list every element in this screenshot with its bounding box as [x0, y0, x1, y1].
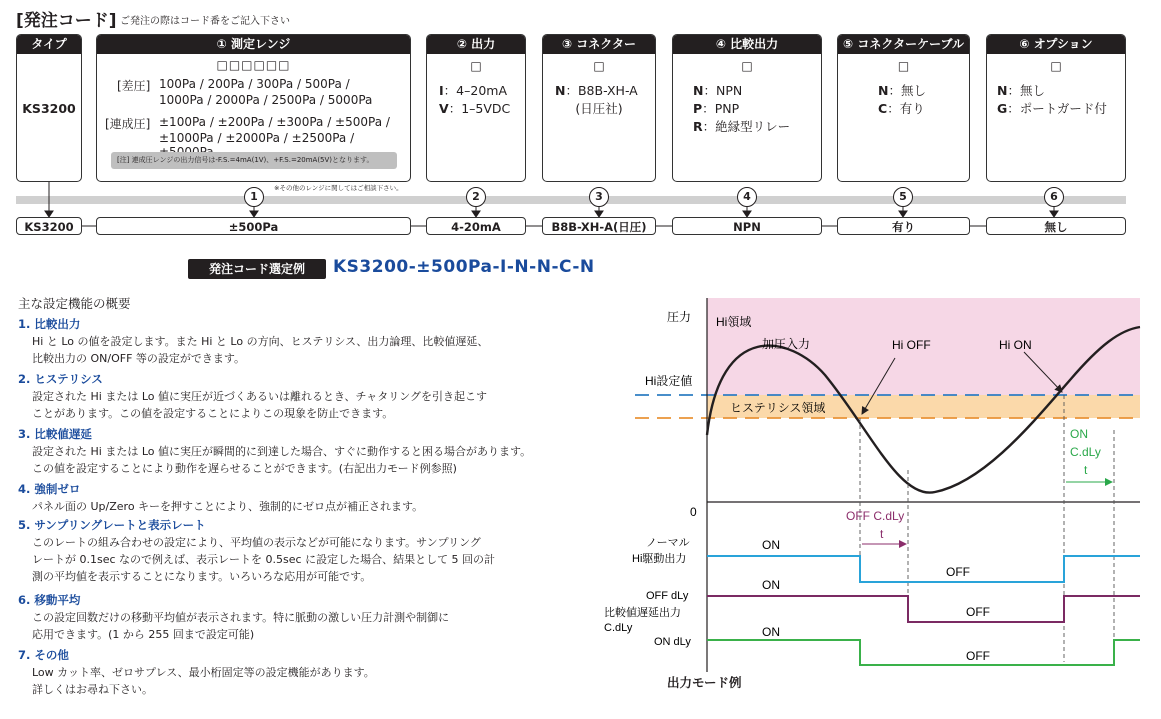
- off-dly-label: OFF dLy: [646, 590, 689, 602]
- option-n-row: N：無し: [997, 83, 1045, 98]
- on-dly-on-label: ON: [762, 625, 780, 639]
- feature-title: 4. 強制ゼロ: [18, 482, 81, 496]
- cable-c-row: C：有り: [878, 101, 925, 116]
- feature-title: 6. 移動平均: [18, 593, 81, 607]
- feature-title: 5. サンプリングレートと表示レート: [18, 518, 206, 532]
- output-code-box: □: [470, 59, 482, 73]
- option-n-key: N: [997, 83, 1008, 98]
- option-n-value: 無し: [1019, 83, 1045, 98]
- cable-c-key: C: [878, 101, 888, 116]
- result-cable: 有り: [837, 217, 970, 235]
- output-i-key: I: [439, 83, 444, 98]
- compare-n-row: N：NPN: [693, 83, 743, 98]
- compare-n-value: NPN: [715, 83, 743, 98]
- connector-code-box: □: [593, 59, 605, 73]
- connector-n-value: B8B-XH-A: [577, 83, 638, 98]
- pressure-input-label: 加圧入力: [762, 337, 811, 351]
- option-g-key: G: [997, 101, 1008, 116]
- marker-1: 1: [244, 187, 264, 207]
- connector-maker: (日圧社): [575, 101, 623, 116]
- cable-c-value: 有り: [899, 101, 925, 116]
- type-head: タイプ: [17, 35, 81, 54]
- feature-text: Hi と Lo の値を設定します。また Hi と Lo の方向、ヒステリシス、出力論理、比較値遅延、 比較出力の ON/OFF 等の設定ができます。: [32, 335, 489, 365]
- option-code-box: □: [1050, 59, 1062, 73]
- marker-6: 6: [1044, 187, 1064, 207]
- on-delay-signal: [707, 640, 1140, 665]
- result-type: KS3200: [16, 217, 82, 235]
- compare-r-value: 絶縁型リレー: [715, 119, 791, 134]
- compare-n-key: N: [693, 83, 704, 98]
- cable-n-key: N: [878, 83, 889, 98]
- comp-label: [連成圧]: [105, 117, 151, 131]
- feature-title: 1. 比較出力: [18, 317, 81, 331]
- on-dly-label: ON dLy: [654, 636, 691, 648]
- output-i-value: 4–20mA: [456, 83, 508, 98]
- order-code-title: [発注コード]: [16, 11, 117, 31]
- range-code-boxes: □□□□□□: [216, 58, 291, 72]
- feature-title: 3. 比較値遅延: [18, 427, 92, 441]
- marker-5: 5: [893, 187, 913, 207]
- feature-text: このレートの組み合わせの設定により、平均値の表示などが可能になります。サンプリング レートが 0.1sec なので例えば、表示レートを 0.5sec に設定した場合、結果として 5 回の計 測の平均値を表示することになります。いろいろな応用が可能です。: [32, 536, 496, 583]
- on-cdly-annotation: C.dLy: [1070, 445, 1101, 459]
- feature-text: 設定された Hi または Lo 値に実圧が近づくあるいは離れるとき、チャタリングを引き起こす ことがあります。この値を設定することによりこの現象を防止できます。: [32, 390, 487, 420]
- comp-line2: ±1000Pa / ±2000Pa / ±2500Pa /: [159, 131, 355, 145]
- feature-text: パネル面の Up/Zero キーを押すことにより、強制的にゼロ点が補正されます。: [32, 500, 424, 513]
- hysteresis-label: ヒステリシス領域: [730, 401, 826, 415]
- marker-3: 3: [589, 187, 609, 207]
- compare-p-value: PNP: [714, 101, 740, 116]
- feature-title: 7. その他: [18, 648, 69, 662]
- output-v-key: V: [439, 101, 449, 116]
- range-note: [注] 連成圧レンジの出力信号は-F.S.=4mA(1V)、+F.S.=20mA(5V)となります。: [111, 152, 397, 169]
- hi-setting-label: Hi設定値: [645, 374, 693, 388]
- diff-line2: 1000Pa / 2000Pa / 2500Pa / 5000Pa: [159, 93, 373, 107]
- feature-text: この設定回数だけの移動平均値が表示されます。特に脈動の激しい圧力計測や制御に 応用できます。(1 から 255 回まで設定可能): [32, 611, 450, 641]
- example-code: KS3200-±500Pa-I-N-N-C-N: [333, 257, 595, 277]
- feature-title: 2. ヒステリシス: [18, 372, 103, 386]
- hi-on-label: Hi ON: [999, 338, 1032, 352]
- range-head: ① 測定レンジ: [97, 35, 410, 54]
- compare-p-key: P: [693, 101, 703, 116]
- cable-n-row: N：無し: [878, 83, 926, 98]
- off-dly-on-label: ON: [762, 578, 780, 592]
- off-cdly-annotation: OFF C.dLy: [846, 509, 905, 523]
- marker-4: 4: [737, 187, 757, 207]
- range-subnote: ※その他のレンジに関してはご相談下さい。: [274, 184, 403, 192]
- delay-output-subtitle: C.dLy: [604, 622, 633, 634]
- example-label: 発注コード選定例: [188, 259, 326, 279]
- feature-text: Low カット率、ゼロサプレス、最小桁固定等の設定機能があります。 詳しくはお尋ね下さい。: [32, 666, 375, 696]
- off-t-annotation: t: [880, 527, 884, 541]
- off-delay-signal: [707, 596, 1140, 622]
- on-dly-off-label: OFF: [966, 649, 990, 663]
- on-t-annotation: t: [1084, 463, 1088, 477]
- type-value: KS3200: [22, 101, 76, 116]
- hi-zone-label: Hi領域: [716, 315, 752, 329]
- connector-n-row: N：B8B-XH-A: [555, 83, 638, 98]
- compare-r-row: R：絶縁型リレー: [693, 119, 791, 134]
- compare-code-box: □: [741, 59, 753, 73]
- output-v-row: V：1–5VDC: [439, 101, 511, 116]
- y-axis-label: 圧力: [667, 310, 692, 324]
- normal-title: ノーマル: [646, 537, 690, 549]
- cable-n-value: 無し: [900, 83, 926, 98]
- zero-label: 0: [690, 505, 697, 519]
- off-dly-off-label: OFF: [966, 605, 990, 619]
- normal-off-label: OFF: [946, 565, 970, 579]
- output-v-value: 1–5VDC: [461, 101, 511, 116]
- option-g-value: ポートガード付: [1019, 101, 1107, 116]
- compare-r-key: R: [693, 119, 703, 134]
- marker-2: 2: [466, 187, 486, 207]
- comp-line1: ±100Pa / ±200Pa / ±300Pa / ±500Pa /: [159, 115, 390, 129]
- option-g-row: G：ポートガード付: [997, 101, 1107, 116]
- diagram-caption: 出力モード例: [667, 675, 742, 690]
- normal-subtitle: Hi駆動出力: [632, 553, 687, 565]
- output-i-row: I：4–20mA: [439, 83, 508, 98]
- features-title: 主な設定機能の概要: [18, 296, 131, 311]
- result-connector: B8B-XH-A(日圧): [542, 217, 656, 235]
- diff-line1: 100Pa / 200Pa / 300Pa / 500Pa /: [159, 77, 350, 91]
- hi-off-label: Hi OFF: [892, 338, 931, 352]
- diff-label: [差圧]: [117, 79, 151, 93]
- result-option: 無し: [986, 217, 1126, 235]
- order-code-subtitle: ご発注の際はコード番をご記入下さい: [120, 16, 290, 27]
- connector-head: ③ コネクター: [543, 35, 655, 54]
- result-range: ±500Pa: [96, 217, 411, 235]
- normal-on-label: ON: [762, 538, 780, 552]
- compare-p-row: P：PNP: [693, 101, 740, 116]
- on-annotation: ON: [1070, 427, 1088, 441]
- output-head: ② 出力: [427, 35, 525, 54]
- result-compare: NPN: [672, 217, 822, 235]
- compare-head: ④ 比較出力: [673, 35, 821, 54]
- option-head: ⑥ オプション: [987, 35, 1125, 54]
- cable-code-box: □: [897, 59, 910, 73]
- delay-output-title: 比較値遅延出力: [604, 607, 681, 619]
- feature-text: 設定された Hi または Lo 値に実圧が瞬間的に到達した場合、すぐに動作すると困る場合があります。 この値を設定することにより動作を遅らせることができます。(右記出力モード例参照): [32, 445, 532, 475]
- connector-n-key: N: [555, 83, 566, 98]
- result-output: 4-20mA: [426, 217, 526, 235]
- cable-head: ⑤ コネクターケーブル: [838, 35, 969, 54]
